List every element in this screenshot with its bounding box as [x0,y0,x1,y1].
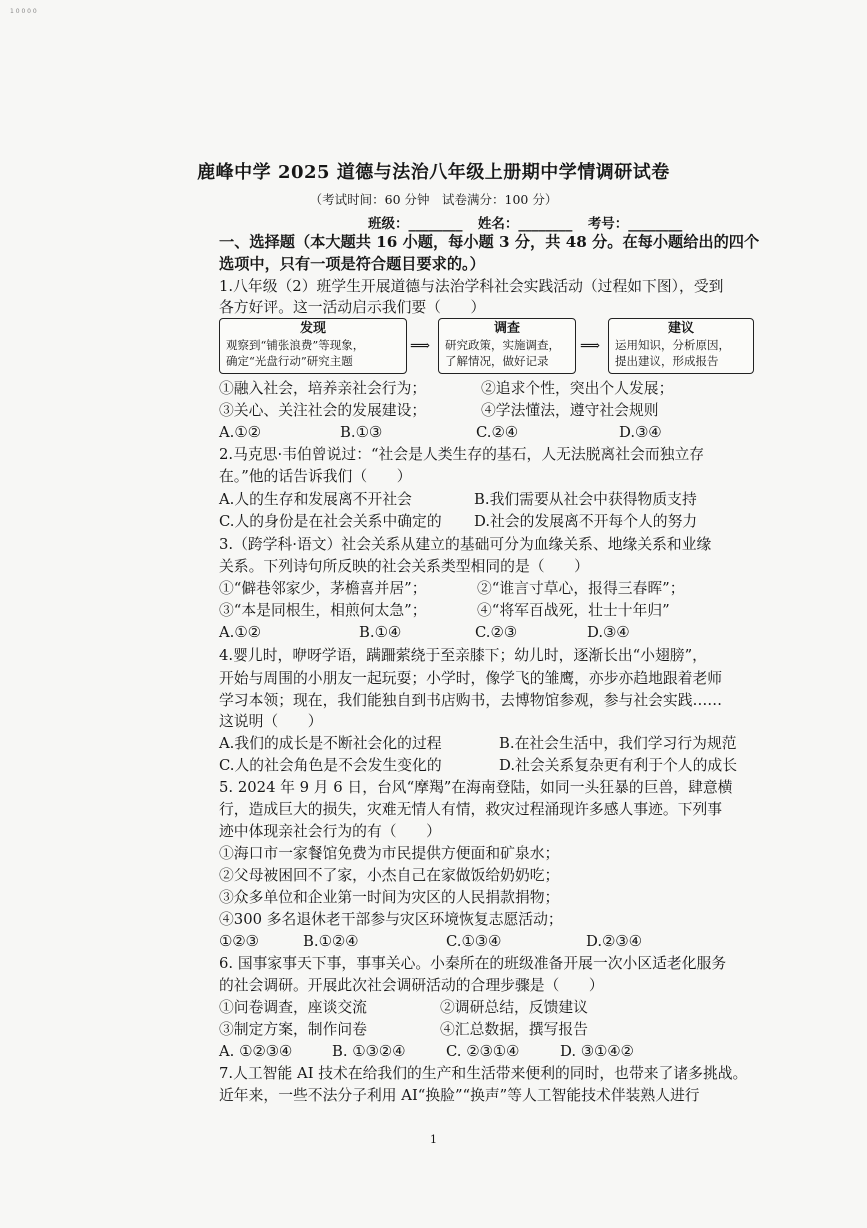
option-c[interactable]: C.人的社会角色是不会发生变化的 [219,757,442,774]
q5-statement: ④300 多名退休老干部参与灾区环境恢复志愿活动； [219,911,563,928]
option-b[interactable]: B.①③ [340,424,383,441]
statement-3: ③“本是同根生，相煎何太急”； [219,602,427,619]
option-a[interactable]: A.①② [219,624,261,641]
statement-2: ②“谁言寸草心，报得三春晖”； [477,580,685,597]
option-b[interactable]: B.①④ [359,624,402,641]
q5-statement: ①海口市一家餐馆免费为市民提供方便面和矿泉水； [219,845,560,862]
option-b[interactable]: B.①②④ [303,933,359,950]
q3-stem-cont: 关系。下列诗句所反映的社会关系类型相同的是（ ） [219,558,589,575]
option-d[interactable]: D.③④ [619,424,662,441]
statement-1: ①融入社会，培养亲社会行为； [219,380,427,397]
section-heading: 一、选择题（本大题共 16 小题，每小题 3 分，共 48 分。在每小题给出的四个 [219,233,760,251]
option-c[interactable]: C.②④ [476,424,519,441]
flow-box-head: 调查 [493,321,520,336]
number-field[interactable]: 考号：________ [587,216,683,232]
flow-box-head: 建议 [667,321,694,336]
flow-box-text: 观察到“铺张浪费”等现象， [226,338,365,352]
option-a[interactable]: ①②③ [219,933,259,950]
section-heading-cont: 选项中，只有一项是符合题目要求的。） [219,255,485,273]
flow-arrow-icon: ⟹ [410,338,431,354]
statement-4: ④汇总数据，撰写报告 [440,1021,588,1038]
statement-4: ④学法懂法，遵守社会规则 [481,402,659,419]
q1-stem: 1.八年级（2）班学生开展道德与法治学科社会实践活动（过程如下图），受到 [219,278,724,295]
q5-stem-cont: 行，造成巨大的损失，灾难无情人有情，救灾过程涌现许多感人事迹。下列事 [219,801,723,818]
option-a[interactable]: A.人的生存和发展离不开社会 [219,491,412,508]
statement-2: ②调研总结，反馈建议 [440,999,588,1016]
class-field[interactable]: 班级：________ [368,216,463,232]
name-field[interactable]: 姓名：________ [477,216,573,232]
option-d[interactable]: D.社会关系复杂更有利于个人的成长 [499,757,737,774]
option-d[interactable]: D.②③④ [586,933,642,950]
flow-box-text: 提出建议，形成报告 [615,354,719,368]
statement-4: ④“将军百战死，壮士十年归” [477,602,670,619]
page-number: 1 [430,1133,437,1146]
q4-stem-cont: 学习本领；现在，我们能独自到书店购书，去博物馆参观，参与社会实践…… [219,692,723,709]
option-d[interactable]: D.社会的发展离不开每个人的努力 [474,513,698,530]
option-c[interactable]: C. ②③①④ [446,1043,520,1060]
q6-stem-cont: 的社会调研。开展此次社会调研活动的合理步骤是（ ） [219,977,604,994]
q5-statement: ③众多单位和企业第一时间为灾区的人民捐款捐物； [219,889,560,906]
statement-2: ②追求个性，突出个人发展； [481,380,674,397]
flow-box-text: 研究政策，实施调查， [445,338,560,352]
flow-box-text: 运用知识，分析原因， [615,338,730,352]
q7-stem-cont: 近年来，一些不法分子利用 AI“换脸”“换声”等人工智能技术伴装熟人进行 [219,1087,700,1104]
option-b[interactable]: B.我们需要从社会中获得物质支持 [474,491,697,508]
q4-stem-cont: 这说明（ ） [219,713,323,730]
statement-3: ③制定方案，制作问卷 [219,1021,367,1038]
flow-box-head: 发现 [299,321,326,336]
option-a[interactable]: A.我们的成长是不断社会化的过程 [219,735,442,752]
statement-1: ①“僻巷邻家少，茅檐喜并居”； [219,580,427,597]
q7-stem: 7.人工智能 AI 技术在给我们的生产和生活带来便利的同时，也带来了诸多挑战。 [219,1065,748,1082]
flow-box-investigate [438,318,576,374]
page-title: 鹿峰中学 2025 道德与法治八年级上册期中学情调研试卷 [197,162,670,183]
q3-stem: 3.（跨学科·语文）社会关系从建立的基础可分为血缘关系、地缘关系和业缘 [219,536,712,553]
flow-box-text: 了解情况，做好记录 [445,354,549,368]
student-info-row [368,212,688,232]
flow-box-discover [219,318,407,374]
option-d[interactable]: D. ③①④② [560,1043,634,1060]
q5-statement: ②父母被困回不了家，小杰自己在家做饭给奶奶吃； [219,867,560,884]
option-c[interactable]: C.②③ [475,624,518,641]
option-a[interactable]: A. ①②③④ [219,1043,293,1060]
option-d[interactable]: D.③④ [587,624,630,641]
exam-subtitle: （考试时间：60 分钟 试卷满分：100 分） [309,192,558,207]
q5-stem: 5. 2024 年 9 月 6 日，台风“摩羯”在海南登陆，如同一头狂暴的巨兽，肆意横 [219,779,733,796]
q4-stem: 4.婴儿时，咿呀学语，蹒跚萦绕于至亲膝下；幼儿时，逐渐长出“小翅膀”， [219,647,707,664]
statement-1: ①问卷调查，座谈交流 [219,999,367,1016]
option-b[interactable]: B.在社会生活中，我们学习行为规范 [499,735,737,752]
option-c[interactable]: C.①③④ [446,933,502,950]
option-b[interactable]: B. ①③②④ [332,1043,406,1060]
q6-stem: 6. 国事家事天下事，事事关心。小秦所在的班级准备开展一次小区适老化服务 [219,955,727,972]
flow-box-text: 确定“光盘行动”研究主题 [226,354,353,368]
flow-box-suggest [608,318,754,374]
q5-stem-cont: 迹中体现亲社会行为的有（ ） [219,823,441,840]
option-a[interactable]: A.①② [219,424,261,441]
q2-stem-cont: 在。”他的话告诉我们（ ） [219,468,412,485]
q4-stem-cont: 开始与周围的小朋友一起玩耍；小学时，像学飞的雏鹰，亦步亦趋地跟着老师 [219,670,723,687]
q1-stem-cont: 各方好评。这一活动启示我们要（ ） [219,299,486,316]
scan-corner-mark: 1 0 0 0 0 [10,8,37,15]
q2-stem: 2.马克思·韦伯曾说过：“社会是人类生存的基石，人无法脱离社会而独立存 [219,446,705,463]
option-c[interactable]: C.人的身份是在社会关系中确定的 [219,513,442,530]
flow-arrow-icon: ⟹ [580,338,601,354]
statement-3: ③关心、关注社会的发展建设； [219,402,427,419]
